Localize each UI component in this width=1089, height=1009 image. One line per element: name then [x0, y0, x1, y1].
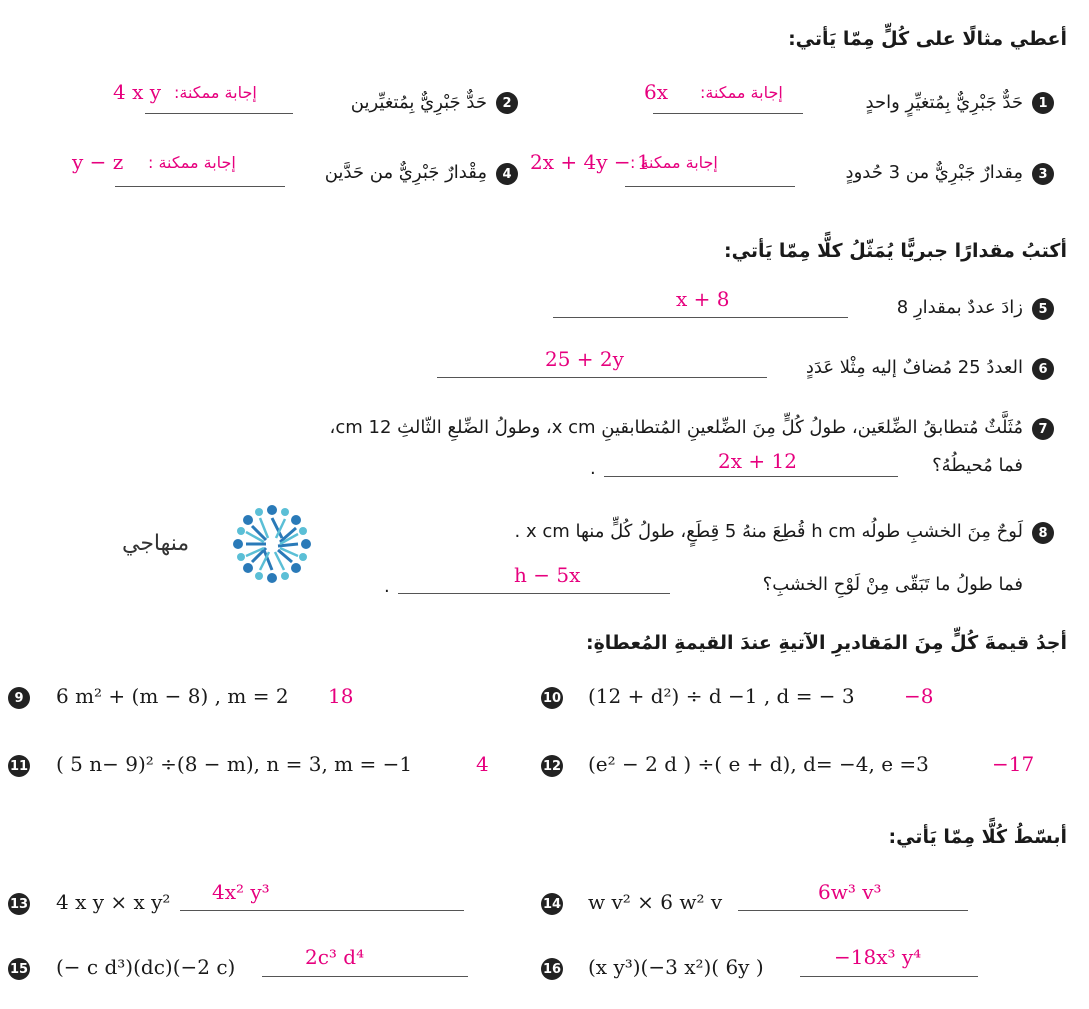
item-6-text: العددُ 25 مُضافٌ إليه مِثْلا عَدَدٍ — [805, 357, 1023, 378]
answer-4: y − z — [72, 150, 124, 174]
answer-16: −18x³ y⁴ — [834, 945, 922, 969]
answer-line-15 — [262, 976, 468, 977]
answer-10: −8 — [904, 684, 934, 708]
item-number-badge: 2 — [496, 92, 518, 114]
item-8-question: فما طولُ ما تَبَقّى مِنْ لَوْحِ الخشبِ؟ — [762, 574, 1023, 595]
answer-line-7 — [604, 476, 898, 477]
item-9-expr: 6 m² + (m − 8) , m = 2 — [56, 684, 289, 708]
answer-5: x + 8 — [676, 287, 730, 311]
item-14-expr: w v² × 6 w² v — [588, 890, 723, 914]
answer-13: 4x² y³ — [212, 880, 270, 904]
item-4-text: مِقْدارٌ جَبْرِيٌّ من حَدَّين — [324, 162, 487, 183]
answer-line-8 — [398, 593, 670, 594]
item-number-badge: 1 — [1032, 92, 1054, 114]
period: . — [384, 576, 390, 597]
item-number-badge: 5 — [1032, 298, 1054, 320]
item-8-text: لَوحٌ مِنَ الخشبِ طولُه h cm قُطِعَ منهُ 5 قِطَعٍ، طولُ كُلٍّ منها x cm . — [514, 521, 1023, 542]
answer-9: 18 — [328, 684, 354, 708]
item-number-badge: 9 — [8, 687, 30, 709]
item-16-expr: (x y³)(−3 x²)( 6y ) — [588, 955, 764, 979]
answer-line-14 — [738, 910, 968, 911]
answer-line-13 — [180, 910, 464, 911]
item-13-expr: 4 x y × x y² — [56, 890, 171, 914]
answer-line-5 — [553, 317, 848, 318]
section1-heading: أعطي مثالًا على كُلٍّ مِمّا يَأتي: — [788, 28, 1067, 50]
answer-6: 25 + 2y — [545, 347, 624, 371]
item-number-badge: 13 — [8, 893, 30, 915]
item-5-text: زادَ عددٌ بمقدارِ 8 — [896, 297, 1023, 318]
answer-3: 2x + 4y − 1 — [530, 150, 650, 174]
item-2-text: حَدٌّ جَبْرِيٌّ بِمُتغيِّرين — [350, 92, 487, 113]
item-number-badge: 3 — [1032, 163, 1054, 185]
item-10-expr: (12 + d²) ÷ d −1 , d = − 3 — [588, 684, 855, 708]
answer-label-4: إجابة ممكنة : — [148, 153, 236, 172]
item-number-badge: 4 — [496, 163, 518, 185]
answer-line-1 — [653, 113, 803, 114]
answer-1: 6x — [644, 80, 669, 104]
answer-11: 4 — [476, 752, 489, 776]
answer-7: 2x + 12 — [718, 449, 797, 473]
item-number-badge: 16 — [541, 958, 563, 980]
item-number-badge: 15 — [8, 958, 30, 980]
answer-14: 6w³ v³ — [818, 880, 882, 904]
item-number-badge: 12 — [541, 755, 563, 777]
item-number-badge: 7 — [1032, 418, 1054, 440]
item-7-text: مُثَلَّثٌ مُتطابقُ الضِّلعَين، طولُ كُلٍّ مِنَ الضِّلعينِ المُتطابقينِ x cm، وطولُ الضِّلعِ الثّالثِ 12 cm، — [329, 417, 1023, 438]
answer-label-2: إجابة ممكنة: — [174, 83, 257, 102]
answer-line-3 — [625, 186, 795, 187]
answer-15: 2c³ d⁴ — [305, 945, 365, 969]
item-15-expr: (− c d³)(dc)(−2 c) — [56, 955, 236, 979]
item-1-text: حَدٌّ جَبْرِيٌّ بِمُتغيِّرٍ واحدٍ — [865, 92, 1023, 113]
answer-12: −17 — [992, 752, 1035, 776]
item-number-badge: 8 — [1032, 522, 1054, 544]
item-11-expr: ( 5 n− 9)² ÷(8 − m), n = 3, m = −1 — [56, 752, 413, 776]
answer-label-3: إجابة ممكنة : — [630, 153, 718, 172]
item-number-badge: 11 — [8, 755, 30, 777]
item-7-question: فما مُحيطُهُ؟ — [932, 455, 1023, 476]
answer-line-6 — [437, 377, 767, 378]
section4-heading: أبسّطُ كُلًّا مِمّا يَأتي: — [888, 826, 1067, 848]
section3-heading: أجدُ قيمةَ كُلٍّ مِنَ المَقاديرِ الآتيةِ عندَ القيمةِ المُعطاةِ: — [585, 632, 1067, 654]
answer-line-4 — [115, 186, 285, 187]
item-3-text: مِقدارٌ جَبْرِيٌّ من 3 حُدودٍ — [845, 162, 1023, 183]
item-12-expr: (e² − 2 d ) ÷( e + d), d= −4, e =3 — [588, 752, 929, 776]
answer-2: 4 x y — [113, 80, 162, 104]
item-number-badge: 6 — [1032, 358, 1054, 380]
item-number-badge: 10 — [541, 687, 563, 709]
answer-line-2 — [145, 113, 293, 114]
period: . — [590, 458, 596, 479]
logo-text: منهاجي — [122, 531, 190, 556]
item-number-badge: 14 — [541, 893, 563, 915]
answer-8: h − 5x — [514, 563, 581, 587]
answer-line-16 — [800, 976, 978, 977]
answer-label-1: إجابة ممكنة: — [700, 83, 783, 102]
section2-heading: أكتبُ مقدارًا جبريًّا يُمَثّلُ كلًّا مِمّا يَأتي: — [724, 240, 1067, 262]
logo-emblem — [230, 502, 314, 586]
